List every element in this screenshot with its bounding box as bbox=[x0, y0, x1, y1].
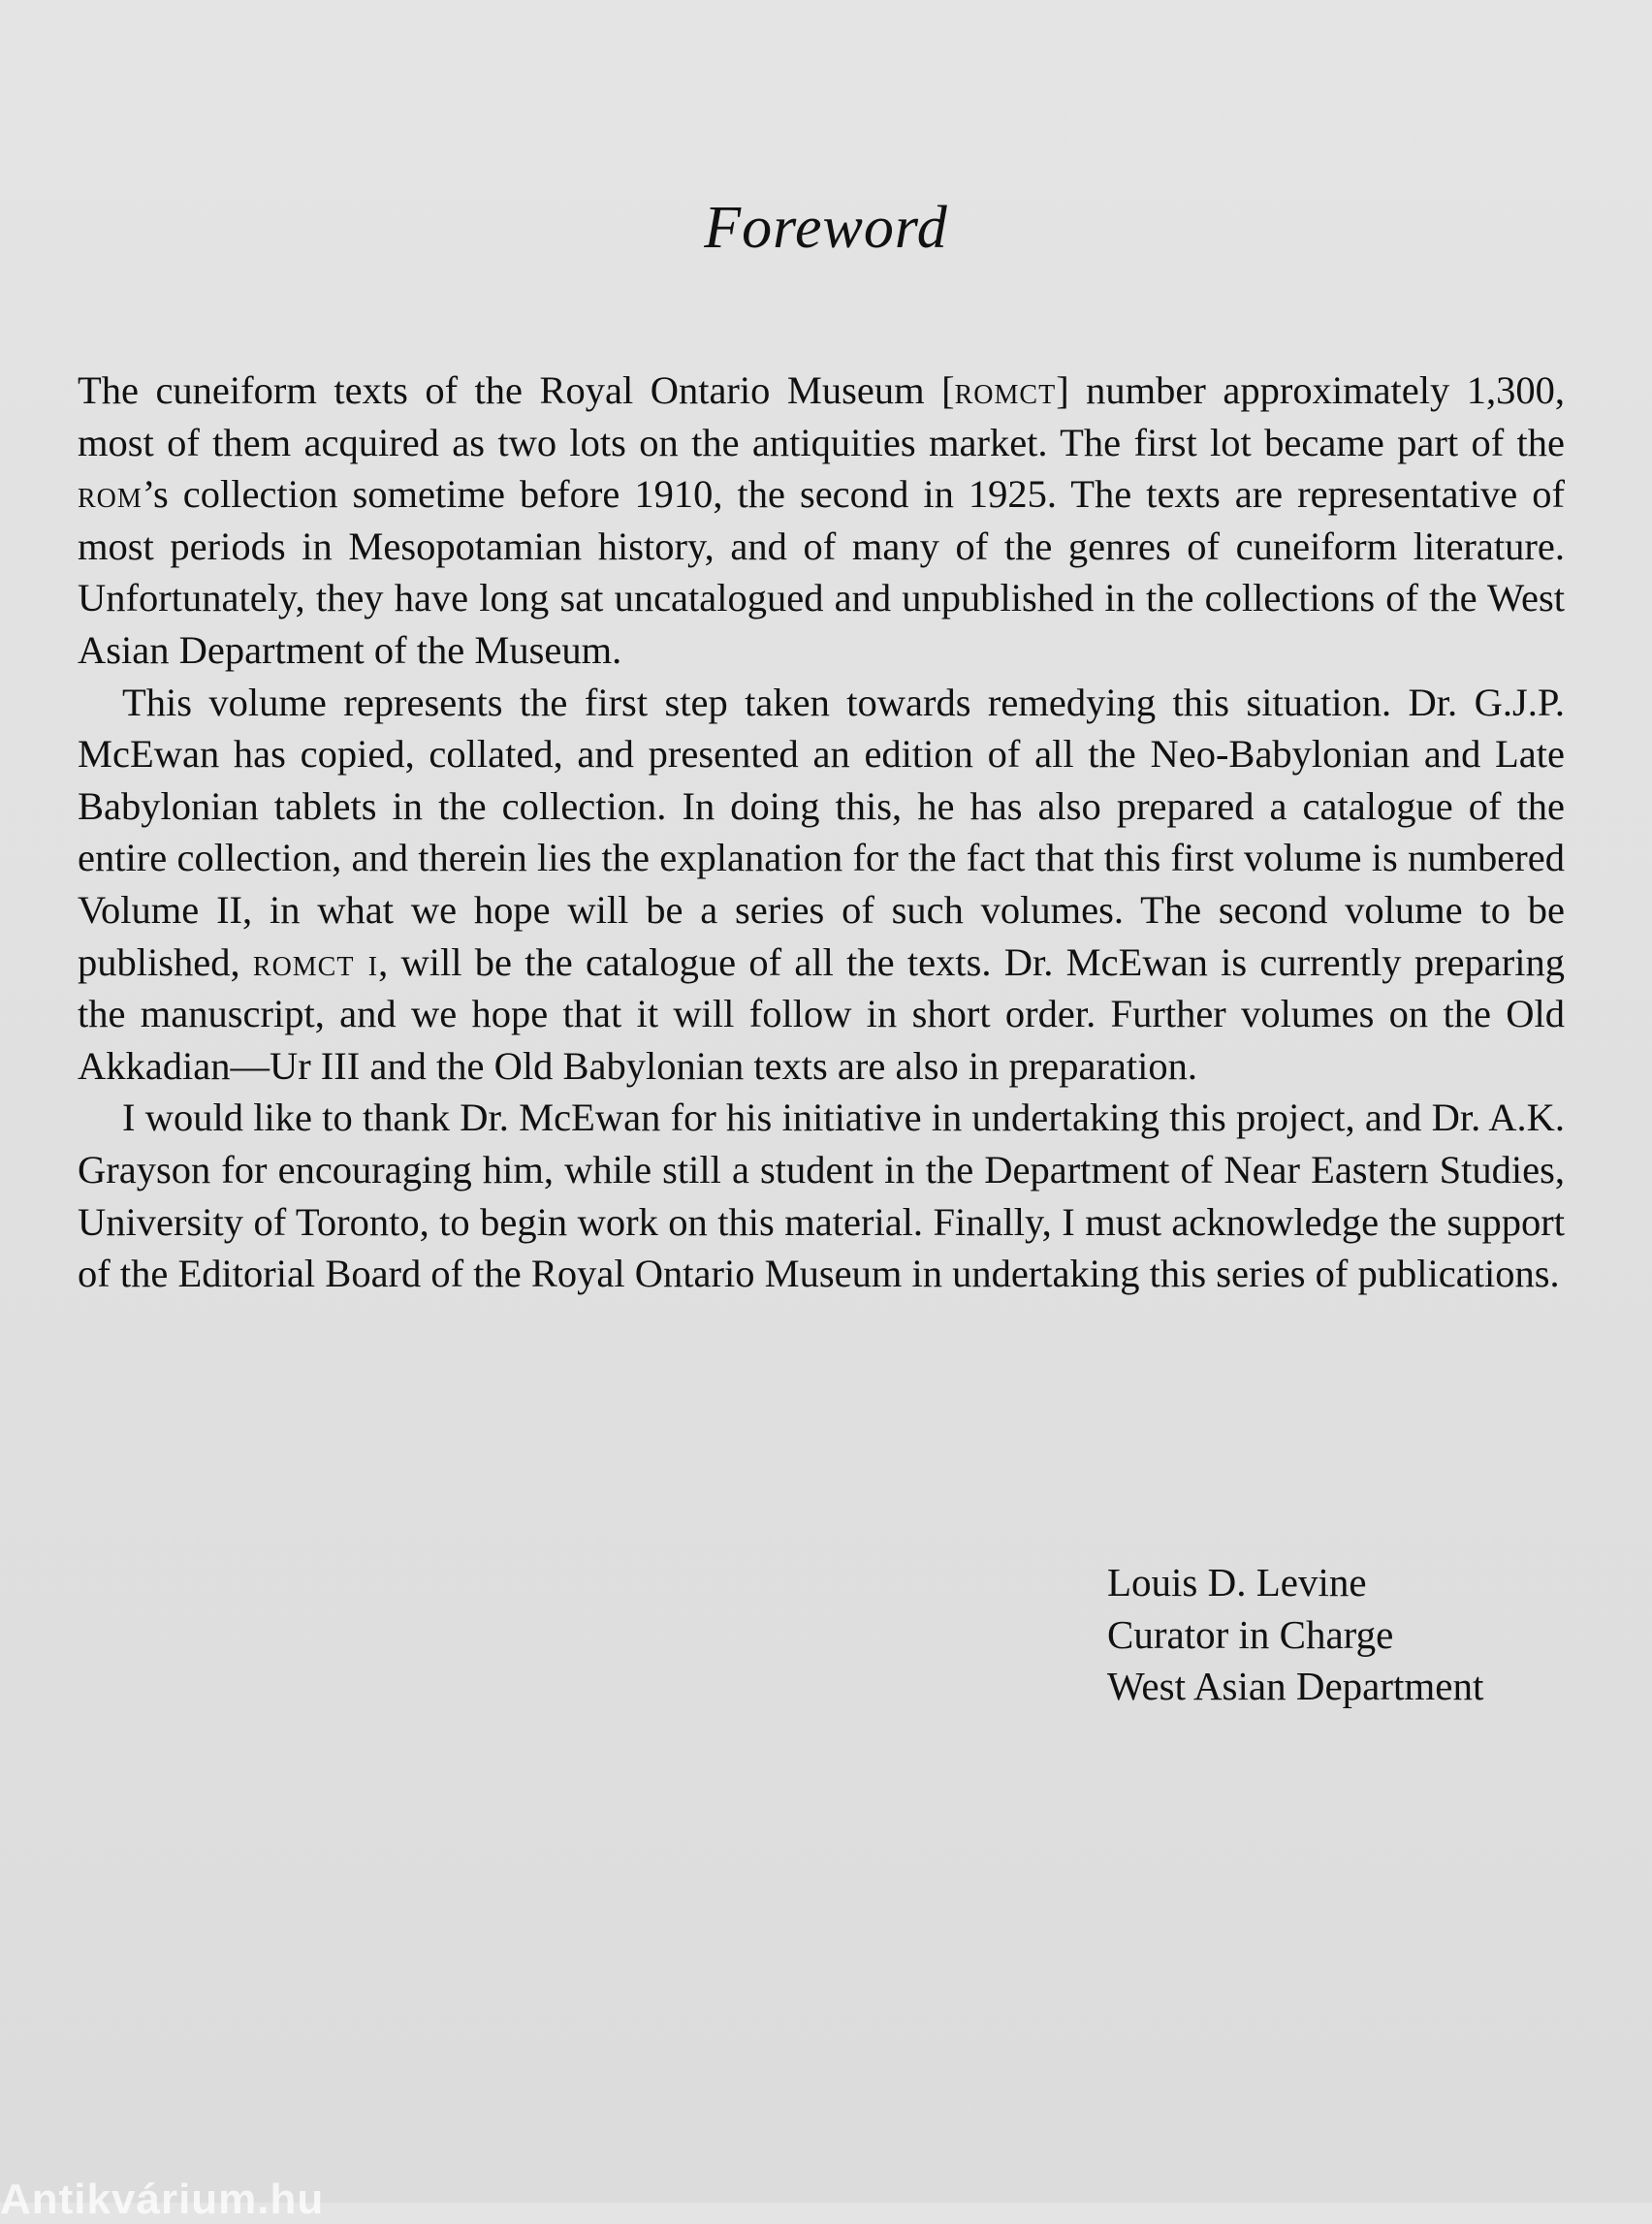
paragraph-1 bbox=[78, 365, 1565, 677]
signature-department: West Asian Department bbox=[1107, 1664, 1484, 1708]
signature-role: Curator in Charge bbox=[1107, 1611, 1394, 1657]
text-span: This volume represents the first step taken towards remedying this situation. Dr. G.J.P. McEwan has copied, collated, and presented an edition of all the Neo-Babylonian and Late Babylonian tablets in the collection. In doing this, he has also prepared a catalogue of the entire collection, and therein lies the explanation for the fact that this first volume is numbered Volume II, in what we hope will be a series of such volumes. The second volume to be published, bbox=[78, 680, 1565, 984]
text-span: I would like to thank Dr. McEwan for his initiative in undertaking this project, and Dr. A.K. Grayson for encouraging him, while still a student in the Department of Near Eastern Studies, University of Toronto, to begin work on this material. Finally, I must acknowledge the support of the Editorial Board of the Royal Ontario Museum in undertaking this series of publications. bbox=[78, 1096, 1565, 1296]
text-span: ] number approximately 1,300, most of them acquired as two lots on the antiquities market. The first lot became part of the bbox=[78, 368, 1566, 464]
text-span: ’s collection sometime before 1910, the second in 1925. The texts are representative of most periods in Mesopotamian history, and of many of the genres of cuneiform literature. Unfortunately, they have long sat uncatalogued and unpublished in the collections of the West Asian Department of the Museum. bbox=[78, 472, 1565, 672]
signature-block bbox=[1107, 1557, 1483, 1713]
foreword-body bbox=[78, 365, 1565, 1300]
page-title: Foreword bbox=[704, 195, 948, 261]
paragraph-2 bbox=[78, 677, 1565, 1093]
text-span: The cuneiform texts of the Royal Ontario Museum [ bbox=[78, 368, 955, 412]
romct-abbrev: romct bbox=[954, 368, 1057, 412]
watermark: Antikvárium.hu bbox=[0, 2176, 325, 2223]
paragraph-3 bbox=[78, 1092, 1565, 1299]
romct-i-abbrev: romct i bbox=[252, 939, 379, 984]
text-span: , will be the catalogue of all the texts. Dr. McEwan is currently preparing the manuscript, and we hope that it will follow in short order. Further volumes on the Old Akkadian—Ur III and the Old Babylonian texts are also in preparation. bbox=[78, 939, 1565, 1088]
signature-name: Louis D. Levine bbox=[1107, 1560, 1367, 1604]
rom-abbrev: rom bbox=[78, 472, 143, 517]
